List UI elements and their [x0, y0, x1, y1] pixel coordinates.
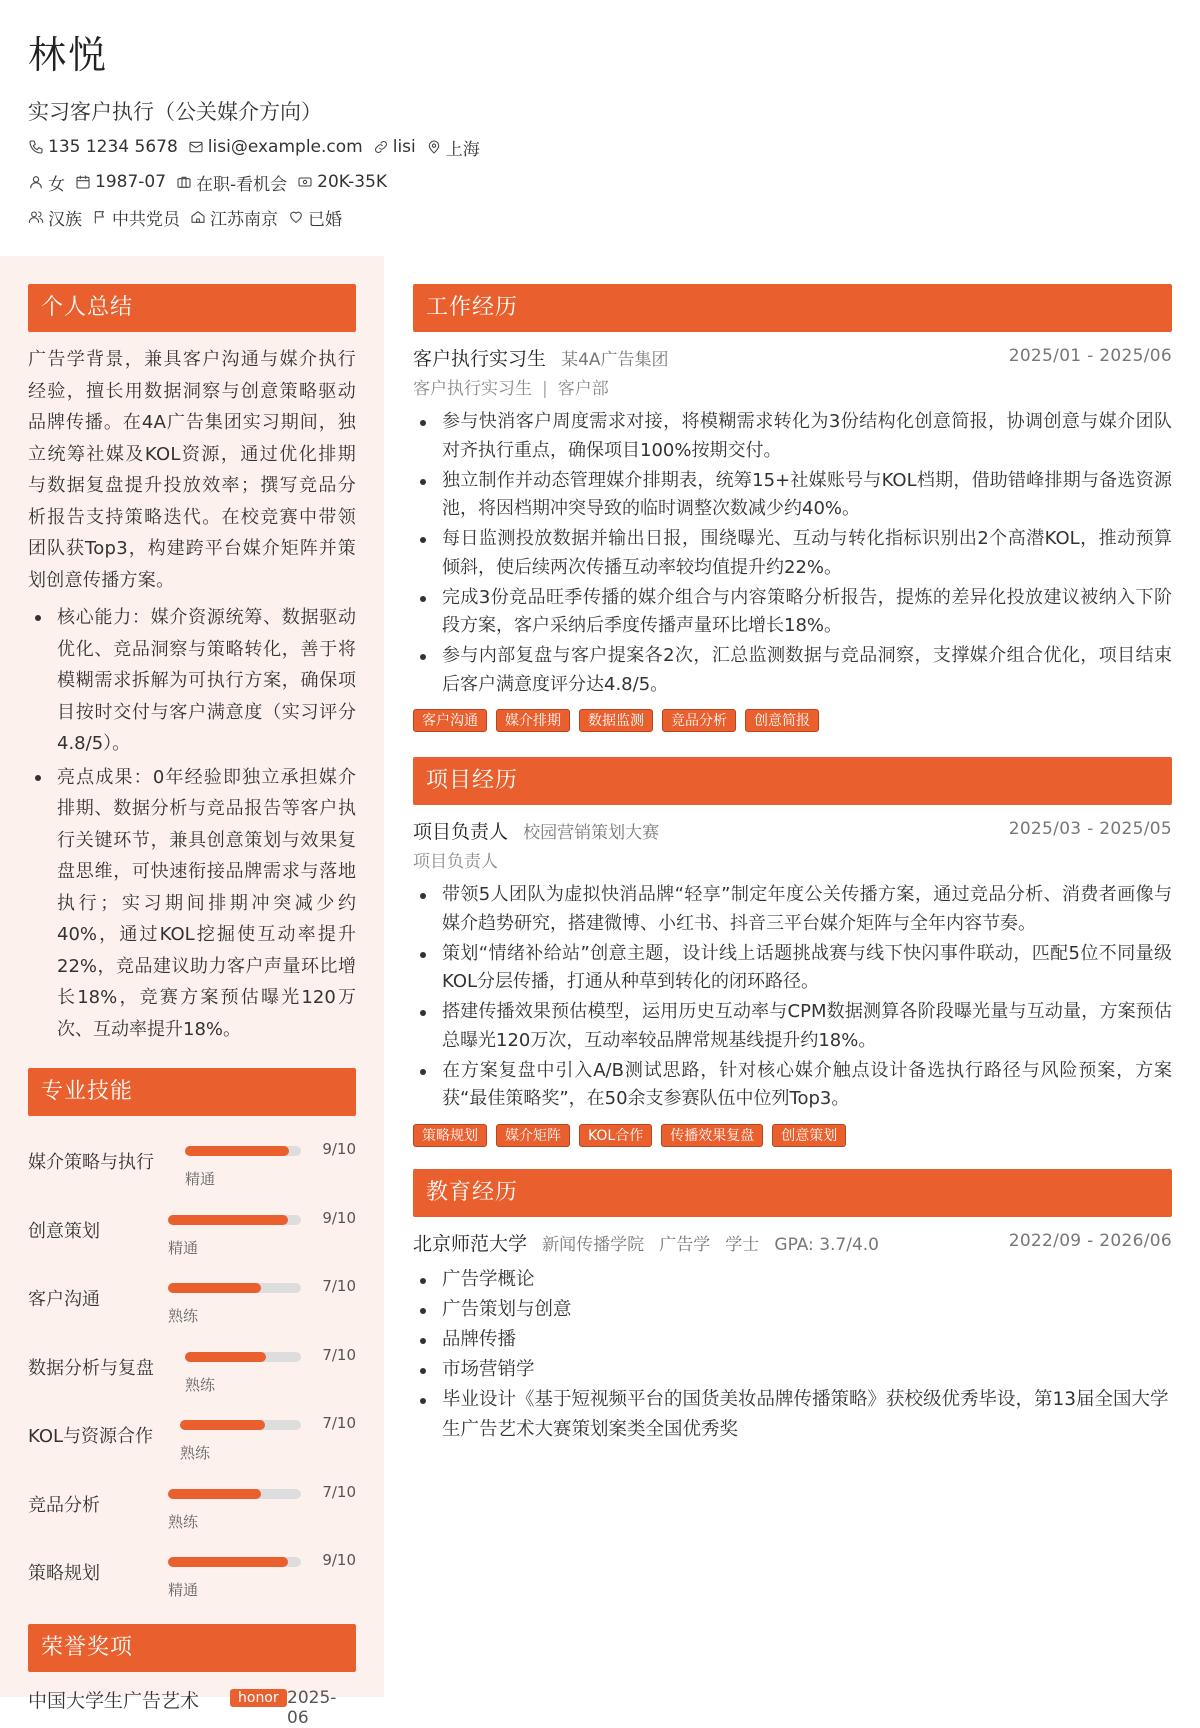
user-icon — [28, 174, 44, 190]
resume-header — [28, 30, 1168, 231]
skill-score: 9/10 — [322, 1208, 356, 1227]
skills-heading: 专业技能 — [28, 1068, 356, 1116]
work-bullet: 每日监测投放数据并输出日报，围绕曝光、互动与转化指标识别出2个高潜KOL，推动预算倾斜，使后续两次传播互动率较均值提升约22%。 — [413, 525, 1172, 582]
hometown-text: 江苏南京 — [210, 209, 278, 230]
skill-score: 9/10 — [322, 1551, 356, 1569]
work-date: 2025/01 - 2025/06 — [1008, 346, 1172, 366]
work-org: 某4A广告集团 — [561, 350, 669, 370]
skill-score: 7/10 — [322, 1345, 356, 1364]
home-icon — [190, 209, 206, 225]
right-column — [413, 284, 1172, 1445]
education-item: 市场营销学 — [413, 1355, 1172, 1385]
summary-point: 核心能力：媒介资源统筹、数据驱动优化、竞品洞察与策略转化，善于将模糊需求拆解为可执行方案，确保项目按时交付与客户满意度（实习评分4.8/5）。 — [28, 602, 356, 760]
skill-name: 竞品分析 — [28, 1494, 100, 1516]
skill-name: 数据分析与复盘 — [28, 1357, 154, 1379]
flag-icon — [92, 209, 108, 225]
skill-score: 9/10 — [322, 1140, 356, 1158]
work-tag: 创意简报 — [745, 709, 819, 732]
project-heading: 项目经历 — [413, 757, 1172, 805]
project-bullets — [413, 881, 1172, 1114]
project-tag: 媒介矩阵 — [496, 1124, 570, 1147]
salary-item — [297, 172, 387, 192]
honor-name: 中国大学生广告艺术 — [28, 1689, 200, 1712]
work-tag: 客户沟通 — [413, 709, 487, 732]
skill-name: 创意策划 — [28, 1220, 100, 1242]
location-icon — [426, 139, 442, 155]
left-column — [28, 284, 356, 1728]
education-entry-header — [413, 1229, 1172, 1259]
work-bullet: 参与快消客户周度需求对接，将模糊需求转化为3份结构化创意简报，协调创意与媒介团队对齐执行重点，确保项目100%按期交付。 — [413, 408, 1172, 465]
skill-progress-fill — [180, 1420, 265, 1430]
status-item — [176, 170, 287, 195]
honor-item — [28, 1686, 356, 1728]
honor-tag: honor — [230, 1689, 287, 1707]
work-heading: 工作经历 — [413, 284, 1172, 332]
skill-name: KOL与资源合作 — [28, 1426, 154, 1447]
contact-row — [28, 133, 1168, 161]
honor-date: 2025-06 — [287, 1687, 337, 1728]
skill-progress-fill — [185, 1146, 289, 1156]
hometown-item — [190, 205, 278, 230]
skill-level: 熟练 — [180, 1444, 211, 1462]
skill-progress-fill — [168, 1283, 261, 1293]
location-text: 上海 — [445, 139, 480, 160]
project-bullet: 策划“情绪补给站”创意主题，设计线上话题挑战赛与线下快闪事件联动，匹配5位不同量级KOL分层传播，打通从种草到转化的闭环路径。 — [413, 940, 1172, 997]
project-bullet: 搭建传播效果预估模型，运用历史互动率与CPM数据测算各阶段曝光量与互动量，方案预估总曝光120万次，互动率较品牌常规基线提升约18%。 — [413, 998, 1172, 1055]
project-org: 校园营销策划大赛 — [523, 823, 660, 843]
marital-item — [288, 205, 342, 230]
project-tags — [413, 1124, 1172, 1148]
skill-score: 7/10 — [322, 1482, 356, 1501]
work-dept: 客户部 — [557, 379, 609, 399]
skill-progress-bar — [185, 1146, 301, 1156]
marital-text: 已婚 — [308, 209, 342, 230]
skill-item — [28, 1469, 356, 1538]
work-bullet: 独立制作并动态管理媒介排期表，统筹15+社媒账号与KOL档期，借助错峰排期与备选资源池，将因档期冲突导致的临时调整次数减少约40%。 — [413, 467, 1172, 524]
work-subline — [413, 374, 1172, 404]
wechat-text: lisi — [392, 137, 416, 157]
project-date: 2025/03 - 2025/05 — [1008, 819, 1172, 839]
location-item — [426, 135, 480, 160]
skills-list — [28, 1126, 356, 1606]
skill-score: 7/10 — [322, 1414, 356, 1432]
work-bullet: 参与内部复盘与客户提案各2次，汇总监测数据与竞品洞察，支撑媒介组合优化，项目结束后客户满意度评分达4.8/5。 — [413, 642, 1172, 699]
heart-icon — [288, 209, 304, 225]
skill-progress-fill — [168, 1489, 261, 1499]
salary-text: 20K-35K — [317, 172, 388, 192]
skill-level: 精通 — [185, 1170, 216, 1188]
education-heading: 教育经历 — [413, 1169, 1172, 1217]
skill-level: 精通 — [168, 1581, 199, 1599]
project-title: 项目负责人 — [413, 821, 509, 843]
skill-level: 精通 — [168, 1238, 199, 1257]
email-text: lisi@example.com — [207, 137, 363, 157]
skill-progress-fill — [185, 1352, 266, 1362]
briefcase-icon — [176, 174, 192, 190]
ethnicity-text: 汉族 — [48, 209, 82, 230]
skill-level: 熟练 — [168, 1512, 199, 1531]
skill-progress-bar — [180, 1420, 301, 1430]
education-date: 2022/09 - 2026/06 — [1008, 1230, 1172, 1251]
summary-point: 亮点成果：0年经验即独立承担媒介排期、数据分析与竞品报告等客户执行关键环节，兼具创意策划与效果复盘思维，可快速衔接品牌需求与落地执行；实习期间排期冲突减少约40%，通过KOL挖掘使互动率提升22%，竞品建议助力客户声量环比增长18%，竞赛方案预估曝光120万次、互动率提升18%。 — [28, 762, 356, 1046]
honors-heading: 荣誉奖项 — [28, 1624, 356, 1672]
college-name: 新闻传播学院 — [542, 1234, 645, 1255]
candidate-name: 林悦 — [28, 33, 109, 77]
project-entry-header — [413, 817, 1172, 847]
work-role: 客户执行实习生 — [413, 379, 532, 399]
work-tag: 媒介排期 — [496, 709, 570, 732]
major-name: 广告学 — [659, 1234, 711, 1255]
skill-progress-bar — [168, 1489, 301, 1499]
project-tag: 创意策划 — [772, 1124, 846, 1147]
summary-points — [28, 602, 356, 1045]
skill-item — [28, 1263, 356, 1332]
status-text: 在职-看机会 — [196, 174, 288, 195]
degree-name: 学士 — [725, 1234, 760, 1255]
project-tag: 策略规划 — [413, 1124, 487, 1147]
work-tags — [413, 709, 1172, 733]
skill-progress-fill — [168, 1215, 288, 1225]
skill-name: 客户沟通 — [28, 1289, 100, 1310]
education-item: 广告策划与创意 — [413, 1295, 1172, 1325]
skill-level: 熟练 — [185, 1375, 216, 1394]
skill-level: 熟练 — [168, 1307, 199, 1325]
education-item: 品牌传播 — [413, 1325, 1172, 1355]
users-icon — [28, 209, 44, 225]
summary-text: 广告学背景，兼具客户沟通与媒介执行经验，擅长用数据洞察与创意策略驱动品牌传播。在4A广告集团实习期间，独立统筹社媒及KOL资源，通过优化排期与数据复盘提升投放效率；撰写竞品分析报告支持策略迭代。在校竞赛中带领团队获Top3，构建跨平台媒介矩阵并策划创意传播方案。 — [28, 349, 356, 591]
skill-item — [28, 1537, 356, 1606]
skill-name: 策略规划 — [28, 1563, 100, 1584]
politics-item — [92, 205, 180, 230]
phone-text: 135 1234 5678 — [48, 137, 178, 157]
skill-score: 7/10 — [322, 1277, 356, 1295]
phone-item[interactable] — [28, 137, 178, 157]
skill-name: 媒介策略与执行 — [28, 1152, 154, 1173]
project-tag: KOL合作 — [579, 1124, 652, 1147]
project-subline — [413, 847, 1172, 877]
gpa-text: GPA: 3.7/4.0 — [774, 1234, 879, 1255]
work-tag: 竞品分析 — [662, 709, 736, 732]
gender-text: 女 — [48, 174, 65, 195]
phone-icon — [28, 139, 44, 155]
education-item: 广告学概论 — [413, 1265, 1172, 1295]
work-tag: 数据监测 — [579, 709, 653, 732]
work-title: 客户执行实习生 — [413, 348, 547, 370]
birth-text: 1987-07 — [95, 172, 167, 192]
background-row — [28, 203, 1168, 231]
skill-progress-bar — [168, 1283, 301, 1293]
skill-progress-fill — [168, 1557, 288, 1567]
link-icon — [373, 139, 389, 155]
education-item: 毕业设计《基于短视频平台的国货美妆品牌传播策略》获校级优秀毕设，第13届全国大学生广告艺术大赛策划案类全国优秀奖 — [413, 1385, 1172, 1445]
personal-row — [28, 168, 1168, 196]
gender-item — [28, 170, 65, 195]
politics-text: 中共党员 — [112, 209, 180, 230]
mail-icon — [188, 139, 204, 155]
skill-progress-bar — [185, 1352, 301, 1362]
summary-heading: 个人总结 — [28, 284, 356, 332]
school-name: 北京师范大学 — [413, 1232, 528, 1255]
job-title: 实习客户执行（公关媒介方向） — [28, 100, 322, 124]
ethnicity-item — [28, 205, 82, 230]
email-item[interactable] — [188, 137, 363, 157]
work-bullets — [413, 408, 1172, 699]
money-icon — [297, 174, 313, 190]
education-items — [413, 1265, 1172, 1445]
skill-progress-bar — [168, 1215, 301, 1225]
skill-item — [28, 1195, 356, 1264]
skill-item — [28, 1332, 356, 1401]
work-entry-header — [413, 344, 1172, 374]
work-bullet: 完成3份竞品旺季传播的媒介组合与内容策略分析报告，提炼的差异化投放建议被纳入下阶段方案，客户采纳后季度传播声量环比增长18%。 — [413, 584, 1172, 641]
skill-progress-bar — [168, 1557, 301, 1567]
project-bullet: 带领5人团队为虚拟快消品牌“轻享”制定年度公关传播方案，通过竞品分析、消费者画像与媒介趋势研究，搭建微博、小红书、抖音三平台媒介矩阵与全年内容节奏。 — [413, 881, 1172, 938]
separator: | — [542, 379, 548, 399]
project-tag: 传播效果复盘 — [661, 1124, 763, 1147]
skill-item — [28, 1400, 356, 1469]
skill-item — [28, 1126, 356, 1195]
birth-item — [75, 172, 166, 192]
wechat-item[interactable] — [373, 137, 416, 157]
project-role: 项目负责人 — [413, 852, 498, 872]
calendar-icon — [75, 174, 91, 190]
project-bullet: 在方案复盘中引入A/B测试思路，针对核心媒介触点设计备选执行路径与风险预案，方案获“最佳策略奖”，在50余支参赛队伍中位列Top3。 — [413, 1057, 1172, 1114]
